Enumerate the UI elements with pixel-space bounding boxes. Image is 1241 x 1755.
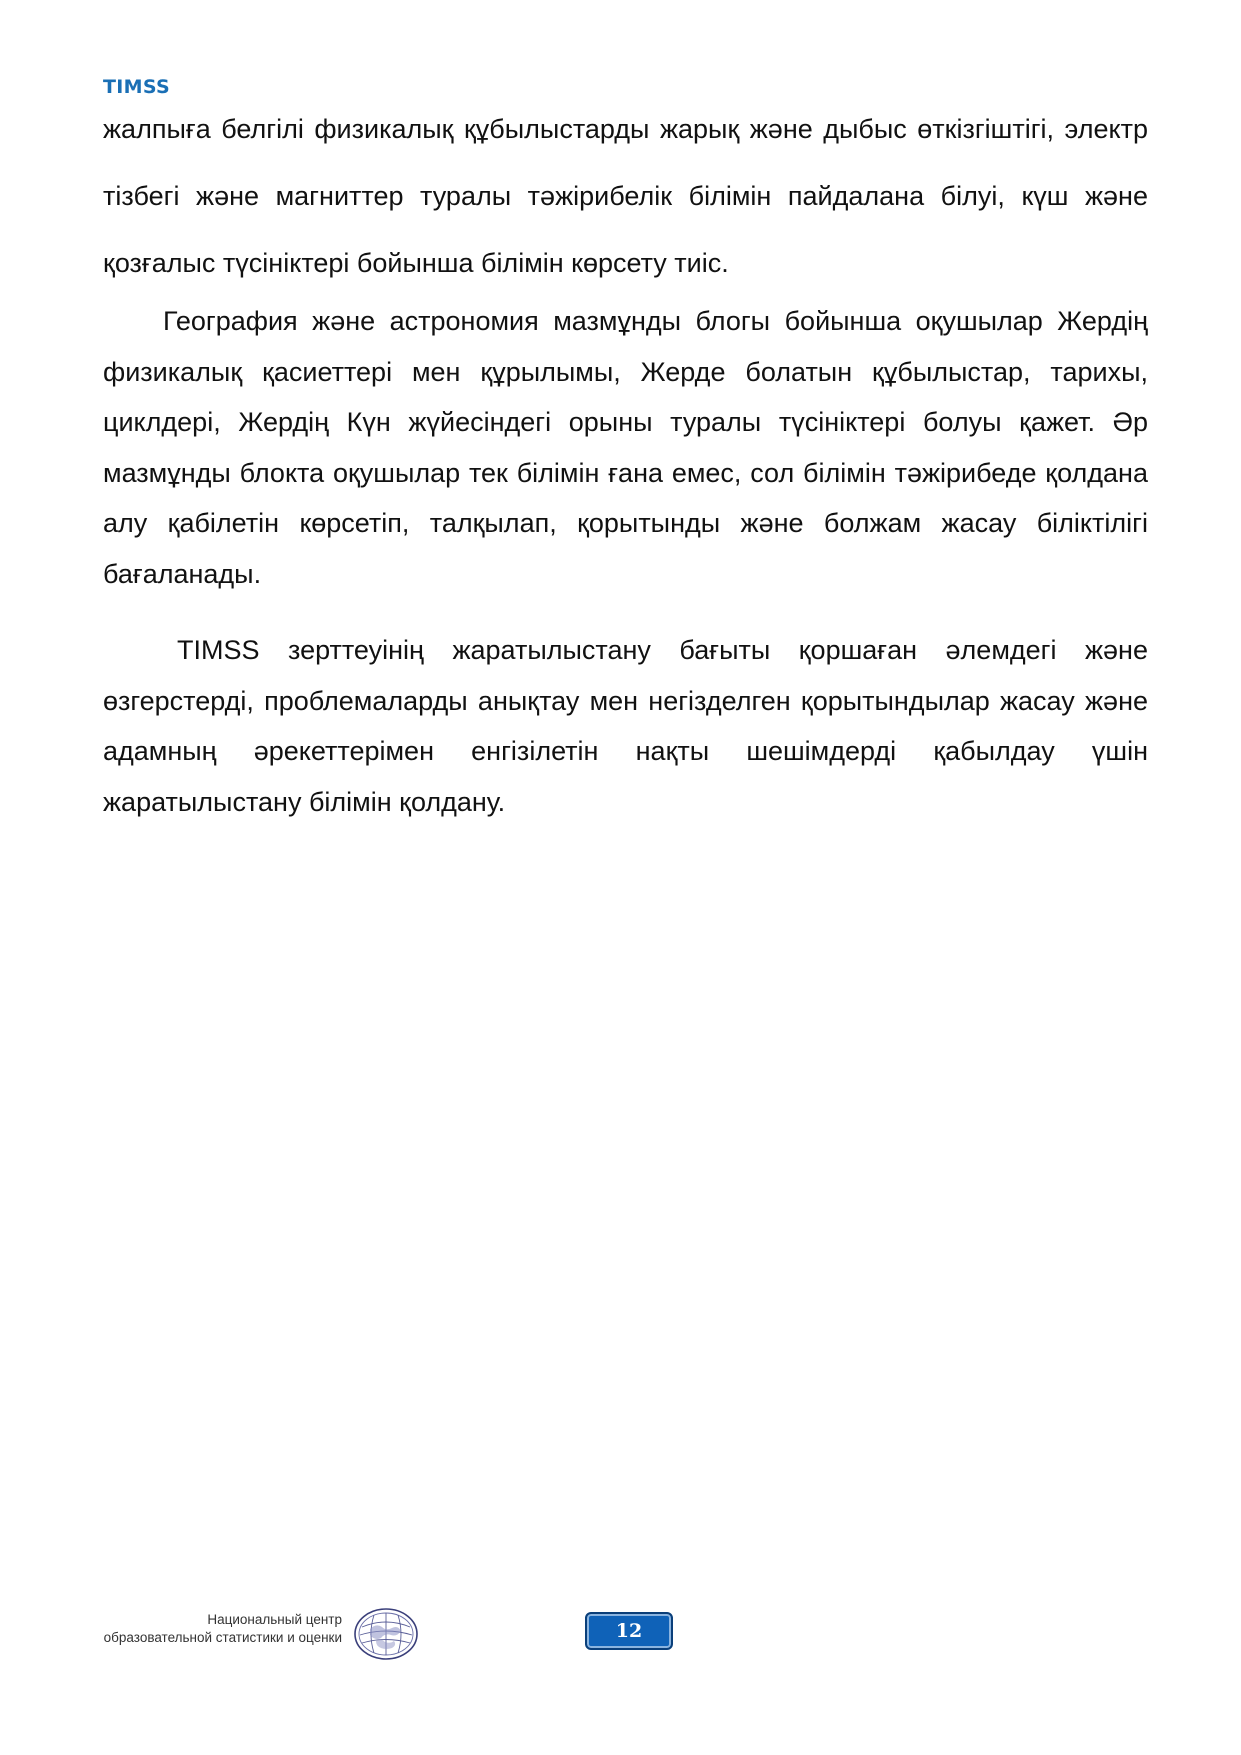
page-number-badge — [585, 1612, 673, 1650]
footer-org-line-2: образовательной статистики и оценки — [103, 1630, 342, 1645]
paragraph-physics-continuation: жалпыға белгілі физикалық құбылыстарды жарық және дыбыс өткізгіштігі, электр тізбегі және магниттер туралы тәжірибелік білімін пайдалана білуі, күш және қозғалыс түсініктері бойынша білімін көрсету тиіс. — [103, 114, 1148, 278]
page-number: 12 — [615, 1620, 643, 1642]
paragraph-geography-astronomy: География және астрономия мазмұнды блогы бойынша оқушылар Жердің физикалық қасиеттері мен құрылымы, Жерде болатын құбылыстар, тарихы, циклдері, Жердің Күн жүйесіндегі орыны туралы түсініктері болуы қажет. Әр мазмұнды блокта оқушылар тек білімін ғана емес, сол білімін тәжірибеде қолдана алу қабілетін көрсетіп, талқылап, қорытынды және болжам жасау біліктілігі бағаланады. — [103, 306, 1148, 589]
footer-org-line-1: Национальный центр — [207, 1612, 342, 1627]
footer-organization — [96, 1611, 342, 1647]
running-header: TIMSS — [103, 76, 170, 98]
globe-logo-icon — [352, 1605, 420, 1663]
paragraph-timss-science: TIMSS зерттеуінің жаратылыстану бағыты қоршаған әлемдегі және өзгерстерді, проблемаларды анықтау мен негізделген қорытындылар жасау және адамның әрекеттерімен енгізілетін нақты шешімдерді қабылдау үшін жаратылыстану білімін қолдану. — [103, 635, 1148, 817]
